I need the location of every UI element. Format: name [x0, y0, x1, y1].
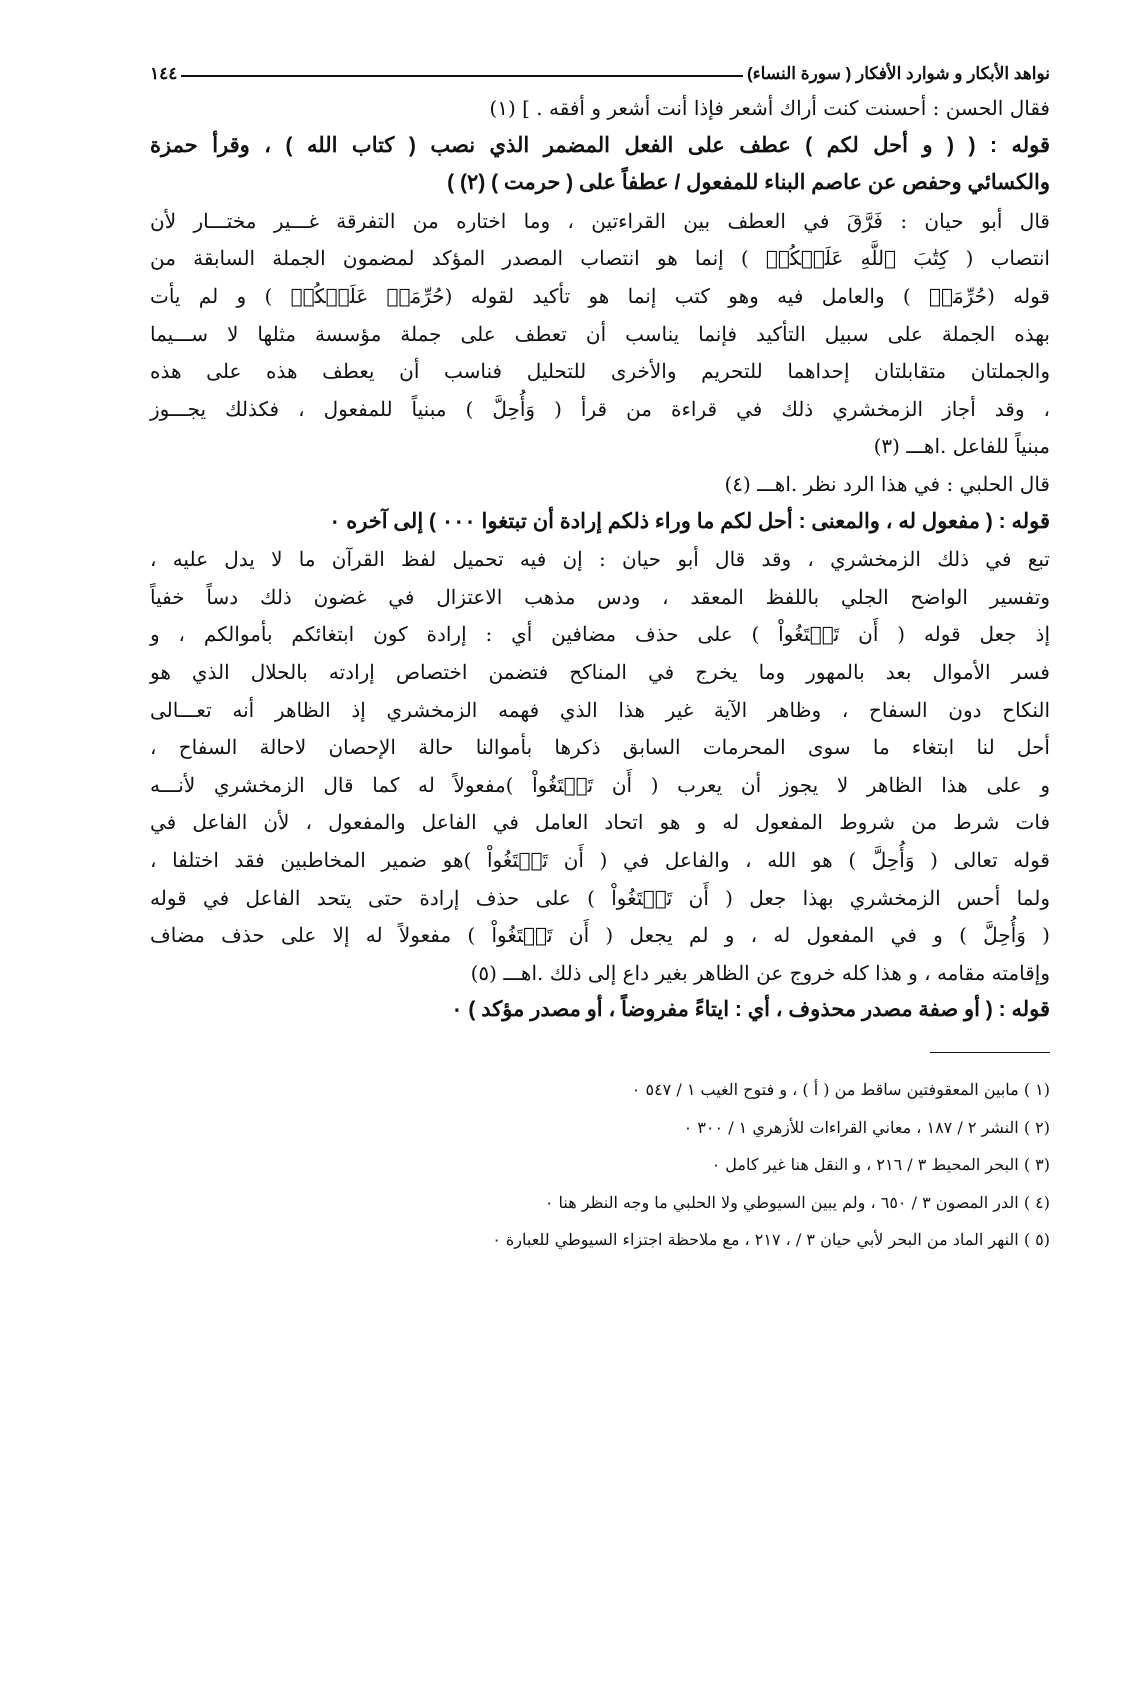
body-line: فسر الأموال بعد بالمهور وما يخرج في المناكح فتضمن اختصاص إرادته بالحلال الذي هو	[150, 660, 1050, 684]
body-line: ، وقد أجاز الزمخشري ذلك في قراءة من قرأ ( وَأُحِلَّ ) مبنياً للمفعول ، فكذلك يجـــوز	[150, 396, 1050, 421]
commentary-heading-line: قوله : ( مفعول له ، والمعنى : أحل لكم ما وراء ذلكم إرادة أن تبتغوا ٠٠٠ ) إلى آخره ٠	[329, 509, 1050, 533]
body-line: إذ جعل قوله ( أَن تَبۡتَغُواْ ) على حذف مضافين أي : إرادة كون ابتغائكم بأموالكم ، و	[150, 622, 1050, 647]
body-line: انتصاب ( كِتَٰبَ ٱللَّهِ عَلَيۡكُمۡ ) إنما هو انتصاب المصدر المؤكد لمضمون الجملة السابقة من	[150, 246, 1050, 271]
body-line: تبع في ذلك الزمخشري ، وقد قال أبو حيان : إن فيه تحميل لفظ القرآن ما لا يدل عليه ،	[150, 547, 1050, 572]
commentary-heading-line: والكسائي وحفص عن عاصم البناء للمفعول / عطفاً على ( حرمت ) (٢) )	[447, 171, 1050, 195]
commentary-heading-line: قوله : ( أو صفة مصدر محذوف ، أي : ايتاءً مفروضاً ، أو مصدر مؤكد ) ٠	[451, 998, 1050, 1022]
body-line: بهذه الجملة على سبيل التأكيد فإنما يناسب أن تعطف على جملة مؤسسة مثلها لا ســـيما	[150, 321, 1050, 346]
body-line: ( وَأُحِلَّ ) و في المفعول له ، و لم يجعل ( أَن تَبۡتَغُواْ ) مفعولاً له إلا على حذف مضاف	[150, 923, 1050, 948]
body-line: وتفسير الواضح الجلي باللفظ المعقد ، ودس مذهب الاعتزال في غضون ذلك دساً خفياً	[150, 584, 1051, 609]
commentary-heading-line: قوله : ( ( و أحل لكم ) عطف على الفعل المضمر الذي نصب ( كتاب الله ) ، وقرأ حمزة	[150, 133, 1050, 157]
body-line: وإقامته مقامه ، و هذا كله خروج عن الظاهر بغير داع إلى ذلك .اهـــ (٥)	[470, 960, 1050, 985]
body-line: قال أبو حيان : فَرَّقَ في العطف بين القراءتين ، وما اختاره من التفرقة غـــير مختـــار لأن	[150, 208, 1050, 233]
running-header	[150, 58, 1050, 84]
footnote: (٣ ) البحر المحيط ٣ / ٢١٦ ، و النقل هنا غير كامل ٠	[711, 1155, 1050, 1174]
footnote: (٥ ) النهر الماد من البحر لأبي حيان ٣ / ، ٢١٧ ، مع ملاحظة اجتزاء السيوطي للعبارة ٠	[492, 1230, 1050, 1249]
footnote: (٤ ) الدر المصون ٣ / ٦٥٠ ، ولم يبين السيوطي ولا الحلبي ما وجه النظر هنا ٠	[544, 1192, 1050, 1212]
body-line: قوله (حُرِّمَتۡ ) والعامل فيه وهو كتب إنما هو تأكيد لقوله (حُرِّمَتۡ عَلَيۡكُمۡ ) و لم يأت	[150, 284, 1050, 308]
body-line: أحل لنا ابتغاء ما سوى المحرمات السابق ذكرها بأموالنا حالة الإحصان لاحالة السفاح ،	[150, 735, 1050, 760]
body-line: والجملتان متقابلتان إحداهما للتحريم والأخرى للتحليل فناسب أن يعطف هذه على هذه	[150, 359, 1050, 384]
body-line: و على هذا الظاهر لا يجوز أن يعرب ( أَن تَبۡتَغُواْ )مفعولاً له كما قال الزمخشري لأنـــه	[150, 772, 1050, 797]
header-title: نواهد الأبكار و شوارد الأفكار ( سورة النساء)	[746, 64, 1050, 83]
body-line: مبنياً للفاعل .اهـــ (٣)	[873, 434, 1050, 459]
body-line: فقال الحسن : أحسنت كنت أراك أشعر فإذا أنت أشعر و أفقه . ] (١)	[489, 96, 1050, 120]
page-number: ١٤٤	[150, 64, 178, 83]
footnote: (١ ) مابين المعقوفتين ساقط من ( أ ) ، و فتوح الغيب ١ / ٥٤٧ ٠	[631, 1080, 1050, 1099]
body-line: قال الحلبي : في هذا الرد نظر .اهـــ (٤)	[724, 472, 1050, 496]
footnote-separator	[930, 1052, 1050, 1053]
body-line: ولما أحس الزمخشري بهذا جعل ( أَن تَبۡتَغُواْ ) على حذف إرادة حتى يتحد الفاعل في قوله	[150, 885, 1050, 910]
footnote: (٢ ) النشر ٢ / ١٨٧ ، معاني القراءات للأزهري ١ / ٣٠٠ ٠	[683, 1117, 1050, 1137]
header-rule	[181, 75, 743, 77]
body-line: النكاح دون السفاح ، وظاهر الآية غير هذا الذي فهمه الزمخشري إذ الظاهر أنه تعـــالى	[150, 697, 1050, 722]
body-line: قوله تعالى ( وَأُحِلَّ ) هو الله ، والفاعل في ( أَن تَبۡتَغُواْ )هو ضمير المخاطبين فقد اختلفا ،	[150, 848, 1050, 872]
body-line: فات شرط من شروط المفعول له و هو اتحاد العامل في الفاعل والمفعول ، لأن الفاعل في	[150, 810, 1050, 835]
